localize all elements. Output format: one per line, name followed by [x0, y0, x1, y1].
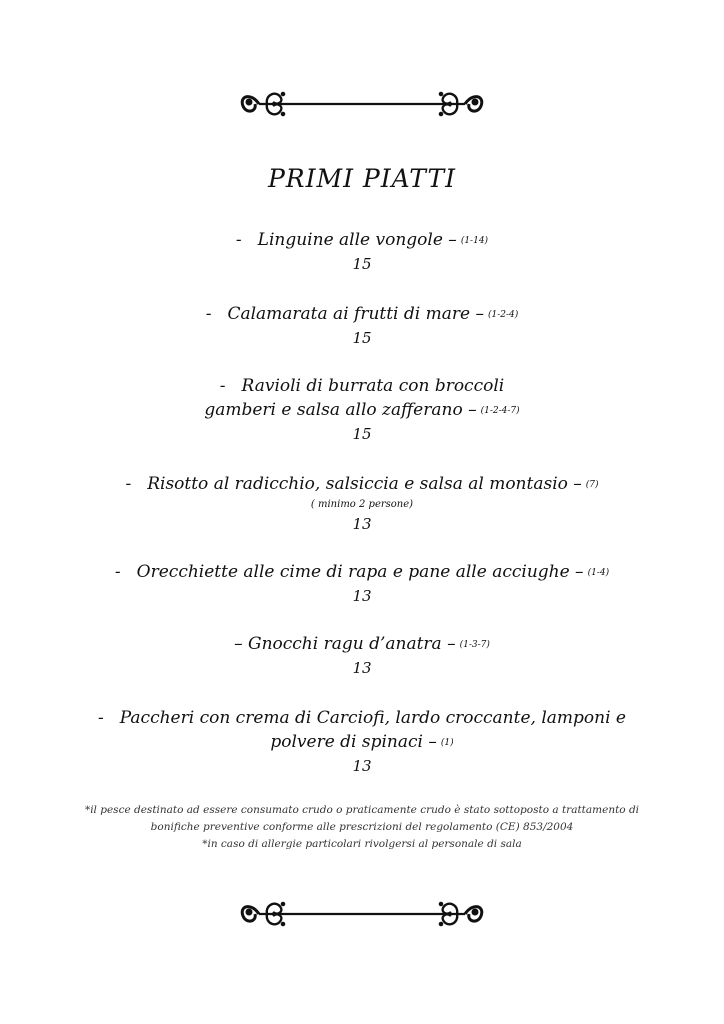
dish-note: ( minimo 2 persone) — [310, 499, 414, 510]
dish-name: – Gnocchi ragu d’anatra – — [234, 634, 456, 654]
allergens-label: (1) — [440, 738, 454, 748]
dish-name-line — [0, 398, 724, 423]
dish-name: Ravioli di burrata con broccoli — [241, 376, 505, 396]
dish-price: 13 — [352, 757, 372, 775]
dish-price: 15 — [352, 425, 372, 443]
dish-name-line: - Linguine alle vongole – (1-14) — [235, 230, 489, 250]
footnote-line: *in caso di allergie particolari rivolgersi al personale di sala — [202, 838, 522, 850]
flourish-divider-icon — [237, 84, 487, 124]
dish-price: 15 — [352, 255, 372, 273]
menu-item — [0, 228, 724, 275]
flourish-divider-icon — [237, 894, 487, 934]
ornament-top — [0, 84, 724, 124]
menu-item — [0, 632, 724, 679]
page-title: PRIMI PIATTI — [267, 164, 456, 193]
footnotes — [40, 802, 684, 853]
allergens-label: (1-4) — [587, 568, 610, 578]
allergens-label: (1-2-4-7) — [480, 406, 520, 416]
dish-name-line — [0, 632, 724, 657]
dish-name-continued: gamberi e salsa allo zafferano – — [204, 400, 477, 420]
menu-item — [0, 706, 724, 777]
allergens-label: (1-2-4) — [487, 310, 519, 320]
dish-name-line — [0, 730, 724, 755]
dish-price: 13 — [352, 587, 372, 605]
dish-name: Orecchiette alle cime di rapa e pane alle acciughe – — [136, 562, 584, 582]
menu-item — [0, 560, 724, 607]
dish-name: Paccheri con crema di Carciofi, lardo croccante, lamponi e — [119, 708, 626, 728]
menu-item — [0, 472, 724, 535]
allergens-label: (1-14) — [460, 236, 489, 246]
menu-item — [0, 302, 724, 349]
dish-price: 13 — [352, 659, 372, 677]
allergens-label: (7) — [585, 480, 599, 490]
menu-item — [0, 374, 724, 445]
dish-name-line: - Calamarata ai frutti di mare – (1-2-4) — [205, 304, 519, 324]
dish-price: 15 — [352, 329, 372, 347]
dish-name: Risotto al radicchio, salsiccia e salsa al montasio – — [147, 474, 582, 494]
dish-name-line: - Risotto al radicchio, salsiccia e salsa al montasio – (7) — [125, 474, 599, 494]
dish-name-continued: polvere di spinaci – — [270, 732, 437, 752]
dish-name: Linguine alle vongole – — [257, 230, 457, 250]
dish-name-line: - Orecchiette alle cime di rapa e pane alle acciughe – (1-4) — [114, 562, 610, 582]
footnote-line: bonifiche preventive conforme alle prescrizioni del regolamento (CE) 853/2004 — [150, 821, 574, 833]
allergens-label: (1-3-7) — [459, 640, 490, 650]
dish-name-line: - Ravioli di burrata con broccoli — [219, 376, 505, 396]
footnote-line: *il pesce destinato ad essere consumato crudo o praticamente crudo è stato sottoposto a trattamento di — [84, 804, 640, 816]
dish-name: Calamarata ai frutti di mare – — [227, 304, 484, 324]
ornament-bottom — [0, 894, 724, 934]
dish-name-line: - Paccheri con crema di Carciofi, lardo croccante, lamponi e — [98, 708, 626, 728]
dish-price: 13 — [352, 515, 372, 533]
